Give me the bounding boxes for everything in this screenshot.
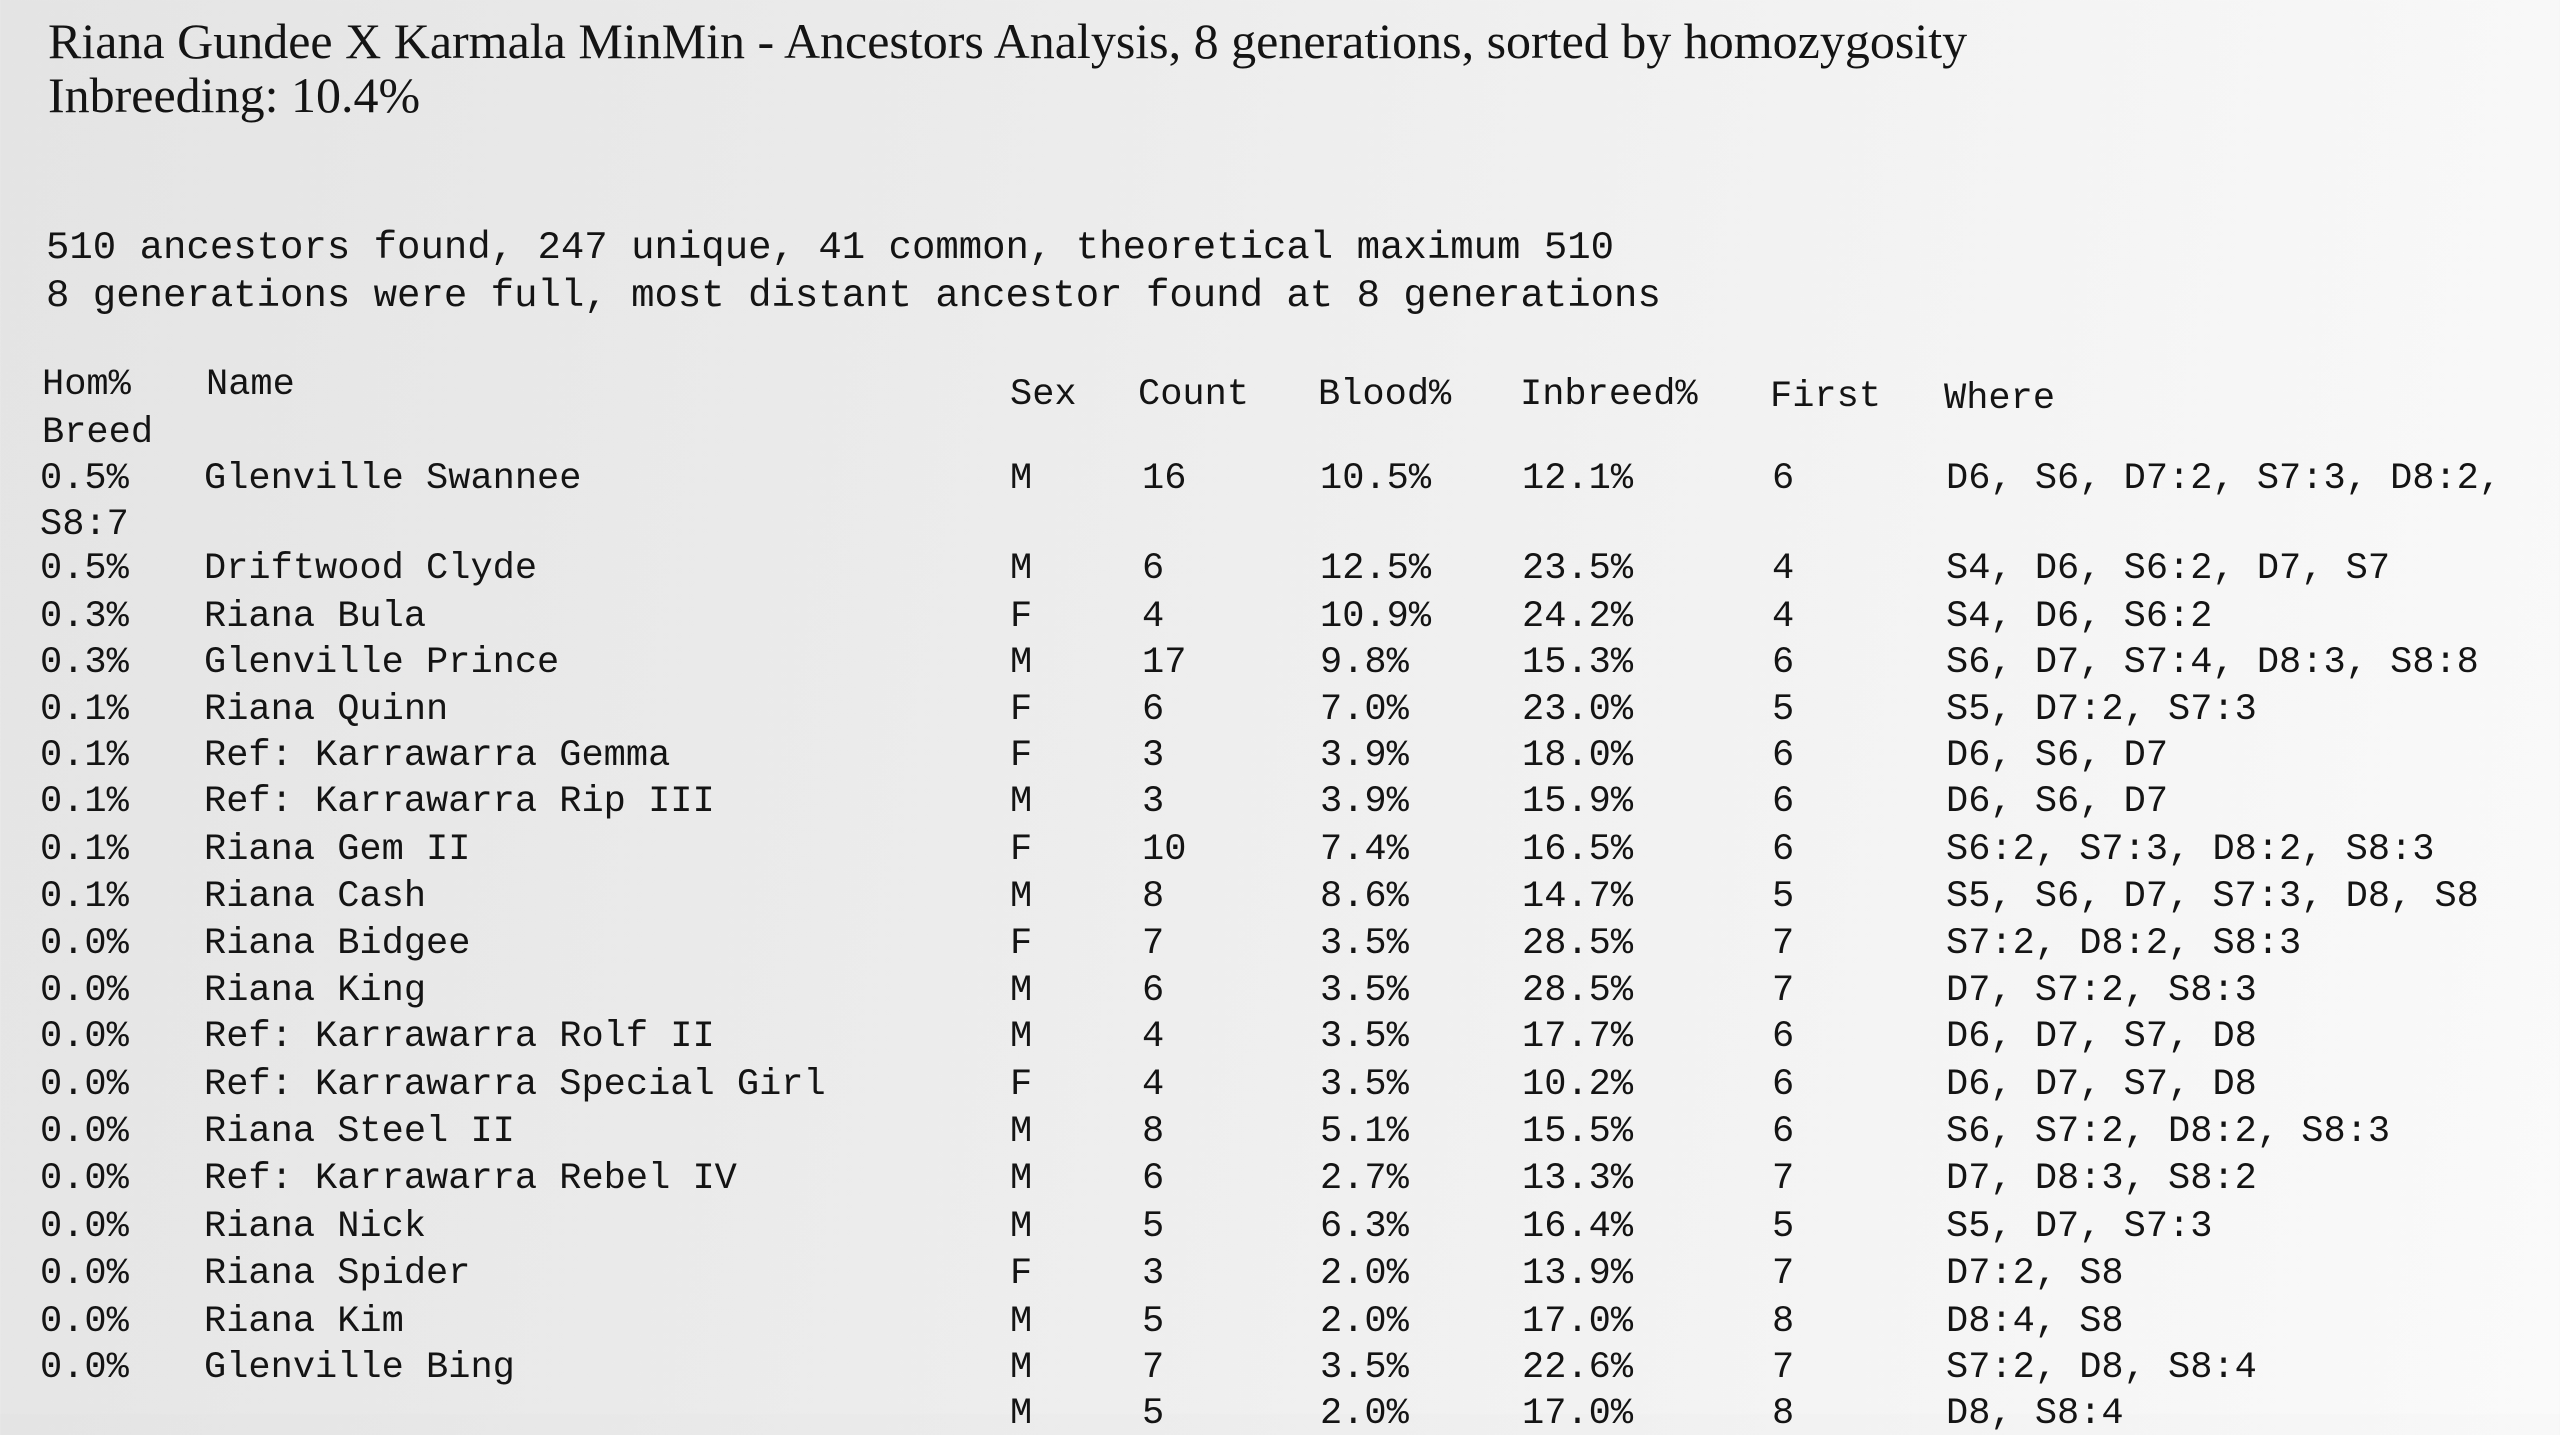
cell-where: S5, D7:2, S7:3 <box>1946 689 2257 731</box>
cell-blood: 2.7% <box>1320 1158 1409 1200</box>
cell-name: Riana Nick <box>204 1206 427 1248</box>
cell-count: 3 <box>1142 735 1165 777</box>
cell-inbreed: 28.5% <box>1522 970 1634 1012</box>
cell-hom: 0.1% <box>40 735 129 777</box>
cell-blood: 8.6% <box>1320 876 1409 918</box>
cell-first: 7 <box>1772 1158 1795 1200</box>
cell-sex: F <box>1010 735 1033 777</box>
cell-sex: F <box>1010 596 1033 638</box>
cell-blood: 3.5% <box>1320 1347 1409 1389</box>
cell-name: Riana Bula <box>204 596 427 638</box>
cell-blood: 3.5% <box>1320 923 1409 965</box>
cell-name: Glenville Swannee <box>204 458 582 500</box>
cell-inbreed: 10.2% <box>1522 1064 1634 1106</box>
cell-count: 8 <box>1142 876 1165 918</box>
cell-where: S6:2, S7:3, D8:2, S8:3 <box>1946 829 2435 871</box>
summary-ancestor-counts: 510 ancestors found, 247 unique, 41 common, theoretical maximum 510 <box>46 226 1615 270</box>
cell-where: D6, S6, D7:2, S7:3, D8:2, <box>1946 458 2502 500</box>
cell-inbreed: 24.2% <box>1522 596 1634 638</box>
summary-generations: 8 generations were full, most distant ancestor found at 8 generations <box>46 274 1661 318</box>
cell-name: Ref: Karrawarra Gemma <box>204 735 671 777</box>
cell-first: 4 <box>1772 548 1795 590</box>
cell-first: 7 <box>1772 1347 1795 1389</box>
cell-count: 3 <box>1142 1253 1165 1295</box>
cell-sex: M <box>1010 458 1033 500</box>
cell-blood: 9.8% <box>1320 642 1409 684</box>
cell-where: D7, D8:3, S8:2 <box>1946 1158 2257 1200</box>
cell-blood: 3.5% <box>1320 1064 1409 1106</box>
inbreeding-value: Inbreeding: 10.4% <box>48 67 421 123</box>
cell-count: 6 <box>1142 1158 1165 1200</box>
cell-first: 6 <box>1772 829 1795 871</box>
cell-count: 7 <box>1142 923 1165 965</box>
cell-hom: 0.0% <box>40 1347 129 1389</box>
cell-blood: 5.1% <box>1320 1111 1409 1153</box>
cell-where: S5, D7, S7:3 <box>1946 1206 2213 1248</box>
column-header-blood: Blood% <box>1318 374 1452 416</box>
cell-inbreed: 15.9% <box>1522 781 1634 823</box>
cell-first: 7 <box>1772 970 1795 1012</box>
cell-sex: M <box>1010 642 1033 684</box>
cell-where: D6, D7, S7, D8 <box>1946 1016 2257 1058</box>
cell-name: Riana Gem II <box>204 829 471 871</box>
cell-inbreed: 13.9% <box>1522 1253 1634 1295</box>
cell-first: 4 <box>1772 596 1795 638</box>
cell-hom: 0.5% <box>40 548 129 590</box>
cell-blood: 10.9% <box>1320 596 1432 638</box>
cell-where: S5, S6, D7, S7:3, D8, S8 <box>1946 876 2479 918</box>
cell-where-continued: S8:7 <box>40 504 129 546</box>
cell-blood: 2.0% <box>1320 1253 1409 1295</box>
cell-blood: 2.0% <box>1320 1393 1409 1435</box>
cell-sex: M <box>1010 1158 1033 1200</box>
cell-inbreed: 12.1% <box>1522 458 1634 500</box>
cell-inbreed: 14.7% <box>1522 876 1634 918</box>
cell-blood: 3.5% <box>1320 1016 1409 1058</box>
cell-sex: F <box>1010 829 1033 871</box>
column-header-name: Name <box>206 364 295 406</box>
cell-hom: 0.0% <box>40 1301 129 1343</box>
cell-blood: 12.5% <box>1320 548 1432 590</box>
cell-name: Glenville Prince <box>204 642 560 684</box>
cell-name: Riana Spider <box>204 1253 471 1295</box>
cell-inbreed: 18.0% <box>1522 735 1634 777</box>
cell-name: Driftwood Clyde <box>204 548 538 590</box>
cell-first: 8 <box>1772 1301 1795 1343</box>
cell-hom: 0.0% <box>40 1111 129 1153</box>
cell-inbreed: 15.3% <box>1522 642 1634 684</box>
cell-sex: M <box>1010 1347 1033 1389</box>
cell-hom: 0.1% <box>40 876 129 918</box>
cell-name: Ref: Karrawarra Rip III <box>204 781 715 823</box>
cell-first: 6 <box>1772 458 1795 500</box>
column-header-where: Where <box>1944 378 2056 420</box>
cell-blood: 7.4% <box>1320 829 1409 871</box>
cell-name: Ref: Karrawarra Special Girl <box>204 1064 826 1106</box>
cell-count: 4 <box>1142 596 1165 638</box>
cell-count: 3 <box>1142 781 1165 823</box>
cell-where: D6, D7, S7, D8 <box>1946 1064 2257 1106</box>
cell-blood: 2.0% <box>1320 1301 1409 1343</box>
cell-hom: 0.0% <box>40 970 129 1012</box>
cell-hom: 0.1% <box>40 781 129 823</box>
cell-count: 10 <box>1142 829 1187 871</box>
cell-sex: M <box>1010 781 1033 823</box>
cell-blood: 6.3% <box>1320 1206 1409 1248</box>
cell-name: Glenville Bing <box>204 1347 515 1389</box>
cell-where: D7:2, S8 <box>1946 1253 2124 1295</box>
cell-sex: M <box>1010 876 1033 918</box>
cell-hom: 0.0% <box>40 1064 129 1106</box>
cell-name: Riana King <box>204 970 427 1012</box>
cell-where: S6, D7, S7:4, D8:3, S8:8 <box>1946 642 2479 684</box>
cell-blood: 10.5% <box>1320 458 1432 500</box>
cell-sex: M <box>1010 970 1033 1012</box>
cell-inbreed: 16.5% <box>1522 829 1634 871</box>
cell-where: D6, S6, D7 <box>1946 735 2169 777</box>
cell-first: 8 <box>1772 1393 1795 1435</box>
cell-inbreed: 17.0% <box>1522 1301 1634 1343</box>
cell-inbreed: 17.0% <box>1522 1393 1634 1435</box>
cell-name: Ref: Karrawarra Rebel IV <box>204 1158 737 1200</box>
cell-name: Ref: Karrawarra Rolf II <box>204 1016 715 1058</box>
column-header-count: Count <box>1138 374 1250 416</box>
cell-count: 6 <box>1142 689 1165 731</box>
cell-where: D8:4, S8 <box>1946 1301 2124 1343</box>
cell-hom: 0.1% <box>40 689 129 731</box>
cell-count: 5 <box>1142 1301 1165 1343</box>
cell-sex: F <box>1010 923 1033 965</box>
cell-hom: 0.0% <box>40 1158 129 1200</box>
cell-name: Riana Bidgee <box>204 923 471 965</box>
cell-count: 4 <box>1142 1064 1165 1106</box>
cell-hom: 0.0% <box>40 1016 129 1058</box>
cell-first: 5 <box>1772 689 1795 731</box>
cell-blood: 7.0% <box>1320 689 1409 731</box>
cell-where: S7:2, D8:2, S8:3 <box>1946 923 2302 965</box>
cell-sex: M <box>1010 548 1033 590</box>
cell-first: 6 <box>1772 781 1795 823</box>
report-title: Riana Gundee X Karmala MinMin - Ancestors Analysis, 8 generations, sorted by homozygosity <box>48 13 1968 69</box>
cell-count: 16 <box>1142 458 1187 500</box>
column-header-first: First <box>1770 376 1882 418</box>
cell-sex: F <box>1010 1253 1033 1295</box>
cell-inbreed: 23.0% <box>1522 689 1634 731</box>
cell-sex: M <box>1010 1393 1033 1435</box>
cell-name: Riana Kim <box>204 1301 404 1343</box>
cell-blood: 3.9% <box>1320 735 1409 777</box>
cell-sex: M <box>1010 1206 1033 1248</box>
cell-count: 8 <box>1142 1111 1165 1153</box>
cell-first: 6 <box>1772 1111 1795 1153</box>
cell-sex: F <box>1010 1064 1033 1106</box>
cell-count: 6 <box>1142 970 1165 1012</box>
cell-sex: M <box>1010 1016 1033 1058</box>
cell-first: 5 <box>1772 876 1795 918</box>
cell-where: S6, S7:2, D8:2, S8:3 <box>1946 1111 2391 1153</box>
cell-blood: 3.9% <box>1320 781 1409 823</box>
cell-first: 7 <box>1772 1253 1795 1295</box>
cell-hom: 0.5% <box>40 458 129 500</box>
cell-first: 5 <box>1772 1206 1795 1248</box>
cell-inbreed: 17.7% <box>1522 1016 1634 1058</box>
cell-inbreed: 22.6% <box>1522 1347 1634 1389</box>
cell-hom: 0.3% <box>40 596 129 638</box>
cell-inbreed: 15.5% <box>1522 1111 1634 1153</box>
cell-hom: 0.0% <box>40 1253 129 1295</box>
column-header-sex: Sex <box>1010 374 1077 416</box>
cell-where: S4, D6, S6:2 <box>1946 596 2213 638</box>
cell-where: D6, S6, D7 <box>1946 781 2169 823</box>
cell-count: 5 <box>1142 1393 1165 1435</box>
cell-count: 17 <box>1142 642 1187 684</box>
cell-hom: 0.0% <box>40 1206 129 1248</box>
cell-name: Riana Steel II <box>204 1111 515 1153</box>
cell-inbreed: 13.3% <box>1522 1158 1634 1200</box>
cell-first: 7 <box>1772 923 1795 965</box>
cell-hom: 0.0% <box>40 923 129 965</box>
cell-first: 6 <box>1772 642 1795 684</box>
cell-where: S7:2, D8, S8:4 <box>1946 1347 2257 1389</box>
cell-inbreed: 23.5% <box>1522 548 1634 590</box>
cell-inbreed: 28.5% <box>1522 923 1634 965</box>
cell-inbreed: 16.4% <box>1522 1206 1634 1248</box>
cell-first: 6 <box>1772 1016 1795 1058</box>
cell-count: 4 <box>1142 1016 1165 1058</box>
cell-where: D7, S7:2, S8:3 <box>1946 970 2257 1012</box>
cell-count: 6 <box>1142 548 1165 590</box>
cell-sex: M <box>1010 1111 1033 1153</box>
cell-hom: 0.1% <box>40 829 129 871</box>
cell-sex: M <box>1010 1301 1033 1343</box>
column-header-breed: Breed <box>42 412 154 454</box>
column-header-inbreed: Inbreed% <box>1520 374 1698 416</box>
column-header-hom: Hom% <box>42 364 131 406</box>
cell-first: 6 <box>1772 735 1795 777</box>
cell-where: S4, D6, S6:2, D7, S7 <box>1946 548 2391 590</box>
cell-name: Riana Quinn <box>204 689 449 731</box>
cell-first: 6 <box>1772 1064 1795 1106</box>
cell-count: 5 <box>1142 1206 1165 1248</box>
cell-hom: 0.3% <box>40 642 129 684</box>
cell-blood: 3.5% <box>1320 970 1409 1012</box>
cell-where: D8, S8:4 <box>1946 1393 2124 1435</box>
cell-count: 7 <box>1142 1347 1165 1389</box>
cell-name: Riana Cash <box>204 876 427 918</box>
cell-sex: F <box>1010 689 1033 731</box>
